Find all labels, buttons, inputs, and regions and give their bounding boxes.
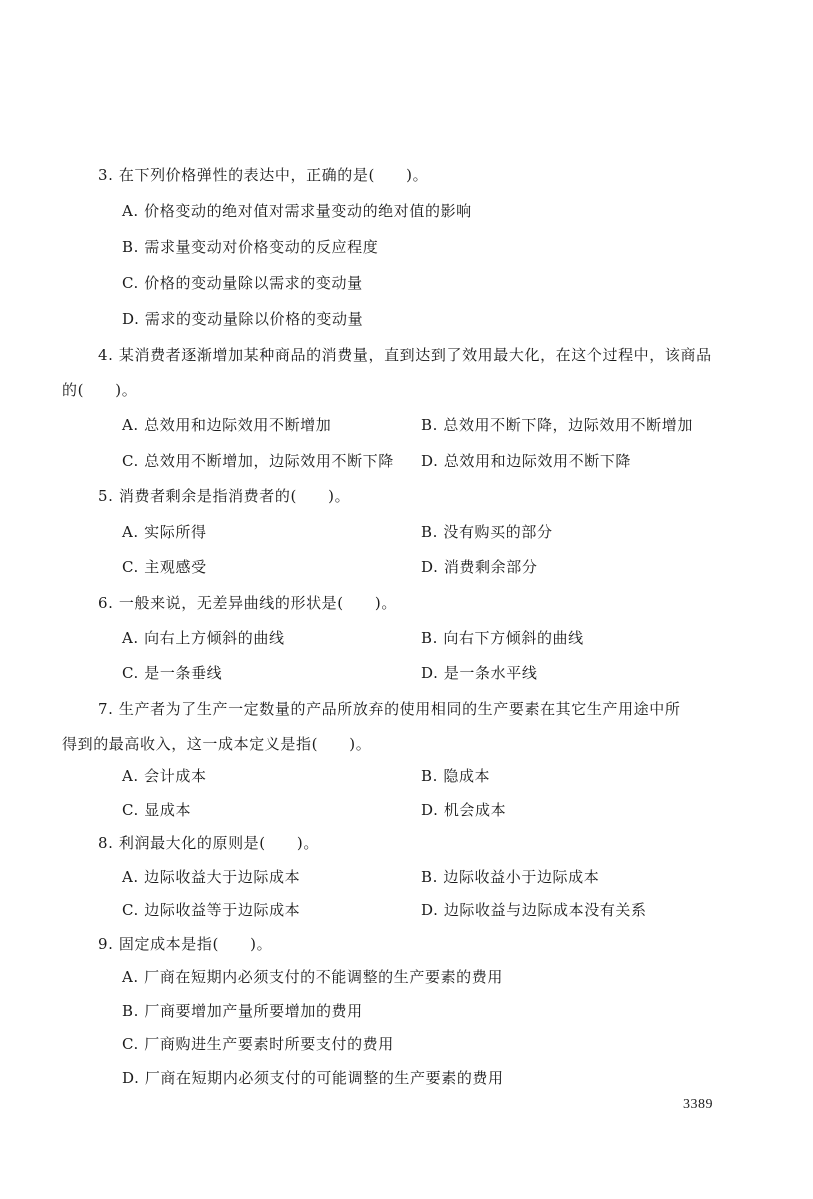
question-6-option-c: C. 是一条垂线 <box>122 664 223 682</box>
question-4-option-a: A. 总效用和边际效用不断增加 <box>122 416 332 434</box>
question-9-stem: 9. 固定成本是指( )。 <box>98 935 273 953</box>
question-3-option-d: D. 需求的变动量除以价格的变动量 <box>122 310 364 328</box>
question-6-option-b: B. 向右下方倾斜的曲线 <box>421 629 584 647</box>
question-7-option-d: D. 机会成本 <box>421 801 507 819</box>
question-3-option-a: A. 价格变动的绝对值对需求量变动的绝对值的影响 <box>122 202 472 220</box>
question-7-option-b: B. 隐成本 <box>421 767 491 785</box>
question-9-option-c: C. 厂商购进生产要素时所要支付的费用 <box>122 1035 394 1053</box>
question-3-stem: 3. 在下列价格弹性的表达中，正确的是( )。 <box>98 166 429 184</box>
question-6-option-a: A. 向右上方倾斜的曲线 <box>122 629 285 647</box>
question-5-option-d: D. 消费剩余部分 <box>421 558 538 576</box>
question-9-option-b: B. 厂商要增加产量所要增加的费用 <box>122 1002 363 1020</box>
question-3-option-b: B. 需求量变动对价格变动的反应程度 <box>122 238 379 256</box>
question-4-option-b: B. 总效用不断下降，边际效用不断增加 <box>421 416 693 434</box>
question-8-option-b: B. 边际收益小于边际成本 <box>421 868 600 886</box>
question-7-option-a: A. 会计成本 <box>122 767 207 785</box>
question-7-option-c: C. 显成本 <box>122 801 192 819</box>
question-9-option-d: D. 厂商在短期内必须支付的可能调整的生产要素的费用 <box>122 1069 504 1087</box>
question-5-stem: 5. 消费者剩余是指消费者的( )。 <box>98 487 351 505</box>
question-9-option-a: A. 厂商在短期内必须支付的不能调整的生产要素的费用 <box>122 968 503 986</box>
question-4-option-c: C. 总效用不断增加，边际效用不断下降 <box>122 452 394 470</box>
question-8-option-d: D. 边际收益与边际成本没有关系 <box>421 901 647 919</box>
question-8-option-a: A. 边际收益大于边际成本 <box>122 868 301 886</box>
question-5-option-a: A. 实际所得 <box>122 523 207 541</box>
question-5-option-c: C. 主观感受 <box>122 558 207 576</box>
question-6-option-d: D. 是一条水平线 <box>421 664 538 682</box>
question-7-stem-line2: 得到的最高收入，这一成本定义是指( )。 <box>62 735 372 753</box>
question-8-option-c: C. 边际收益等于边际成本 <box>122 901 301 919</box>
page-number: 3389 <box>683 1097 713 1112</box>
question-8-stem: 8. 利润最大化的原则是( )。 <box>98 834 319 852</box>
question-4-option-d: D. 总效用和边际效用不断下降 <box>421 452 632 470</box>
question-6-stem: 6. 一般来说，无差异曲线的形状是( )。 <box>98 594 397 612</box>
question-3-option-c: C. 价格的变动量除以需求的变动量 <box>122 274 363 292</box>
question-4-stem-line1: 4. 某消费者逐渐增加某种商品的消费量，直到达到了效用最大化，在这个过程中，该商品 <box>98 346 712 364</box>
question-7-stem-line1: 7. 生产者为了生产一定数量的产品所放弃的使用相同的生产要素在其它生产用途中所 <box>98 700 681 718</box>
question-5-option-b: B. 没有购买的部分 <box>421 523 553 541</box>
question-4-stem-line2: 的( )。 <box>62 381 138 399</box>
